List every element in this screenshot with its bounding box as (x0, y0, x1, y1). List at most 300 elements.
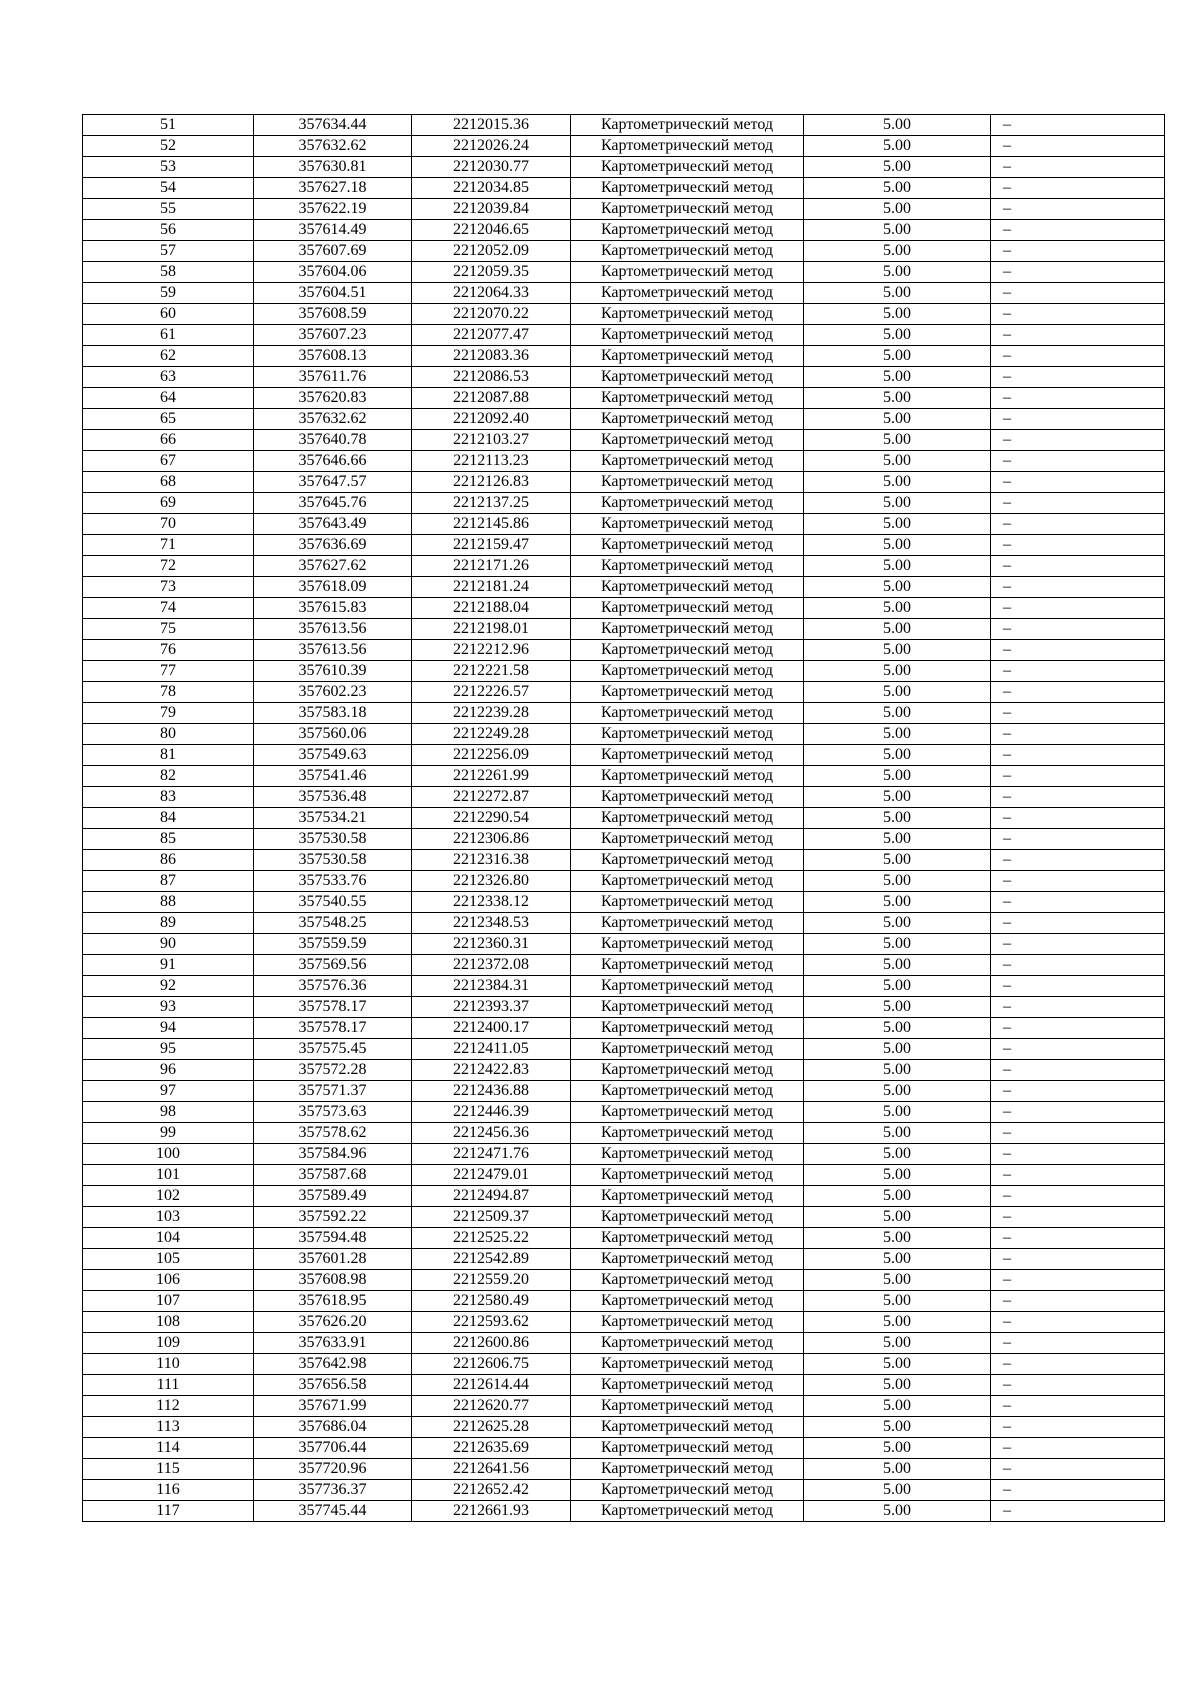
table-row (83, 1480, 1165, 1501)
y-coordinate-cell: 2212456.36 (412, 1123, 571, 1144)
point-number-cell: 98 (83, 1102, 254, 1123)
method-cell: Картометрический метод (571, 1312, 804, 1333)
y-coordinate-cell: 2212661.93 (412, 1501, 571, 1522)
x-coordinate-cell: 357745.44 (254, 1501, 412, 1522)
x-coordinate-cell: 357578.17 (254, 1018, 412, 1039)
accuracy-cell: 5.00 (804, 199, 991, 220)
table-row (83, 1039, 1165, 1060)
y-coordinate-cell: 2212635.69 (412, 1438, 571, 1459)
point-number-cell: 97 (83, 1081, 254, 1102)
point-number-cell: 87 (83, 871, 254, 892)
accuracy-cell: 5.00 (804, 493, 991, 514)
accuracy-cell: 5.00 (804, 472, 991, 493)
method-cell: Картометрический метод (571, 1081, 804, 1102)
x-coordinate-cell: 357632.62 (254, 409, 412, 430)
method-cell: Картометрический метод (571, 913, 804, 934)
y-coordinate-cell: 2212030.77 (412, 157, 571, 178)
point-number-cell: 102 (83, 1186, 254, 1207)
x-coordinate-cell: 357578.62 (254, 1123, 412, 1144)
note-cell: – (991, 976, 1165, 997)
method-cell: Картометрический метод (571, 787, 804, 808)
method-cell: Картометрический метод (571, 766, 804, 787)
table-row (83, 1417, 1165, 1438)
accuracy-cell: 5.00 (804, 346, 991, 367)
x-coordinate-cell: 357706.44 (254, 1438, 412, 1459)
y-coordinate-cell: 2212070.22 (412, 304, 571, 325)
accuracy-cell: 5.00 (804, 388, 991, 409)
x-coordinate-cell: 357736.37 (254, 1480, 412, 1501)
point-number-cell: 69 (83, 493, 254, 514)
y-coordinate-cell: 2212137.25 (412, 493, 571, 514)
y-coordinate-cell: 2212171.26 (412, 556, 571, 577)
x-coordinate-cell: 357572.28 (254, 1060, 412, 1081)
note-cell: – (991, 535, 1165, 556)
note-cell: – (991, 514, 1165, 535)
y-coordinate-cell: 2212471.76 (412, 1144, 571, 1165)
x-coordinate-cell: 357656.58 (254, 1375, 412, 1396)
y-coordinate-cell: 2212113.23 (412, 451, 571, 472)
point-number-cell: 89 (83, 913, 254, 934)
x-coordinate-cell: 357569.56 (254, 955, 412, 976)
y-coordinate-cell: 2212360.31 (412, 934, 571, 955)
x-coordinate-cell: 357541.46 (254, 766, 412, 787)
x-coordinate-cell: 357583.18 (254, 703, 412, 724)
point-number-cell: 75 (83, 619, 254, 640)
method-cell: Картометрический метод (571, 1102, 804, 1123)
x-coordinate-cell: 357630.81 (254, 157, 412, 178)
point-number-cell: 94 (83, 1018, 254, 1039)
x-coordinate-cell: 357627.62 (254, 556, 412, 577)
point-number-cell: 64 (83, 388, 254, 409)
method-cell: Картометрический метод (571, 808, 804, 829)
point-number-cell: 77 (83, 661, 254, 682)
point-number-cell: 80 (83, 724, 254, 745)
table-row (83, 409, 1165, 430)
y-coordinate-cell: 2212064.33 (412, 283, 571, 304)
accuracy-cell: 5.00 (804, 913, 991, 934)
accuracy-cell: 5.00 (804, 871, 991, 892)
table-row (83, 913, 1165, 934)
y-coordinate-cell: 2212083.36 (412, 346, 571, 367)
y-coordinate-cell: 2212422.83 (412, 1060, 571, 1081)
note-cell: – (991, 1102, 1165, 1123)
note-cell: – (991, 136, 1165, 157)
accuracy-cell: 5.00 (804, 661, 991, 682)
method-cell: Картометрический метод (571, 1375, 804, 1396)
y-coordinate-cell: 2212103.27 (412, 430, 571, 451)
accuracy-cell: 5.00 (804, 1375, 991, 1396)
y-coordinate-cell: 2212086.53 (412, 367, 571, 388)
y-coordinate-cell: 2212641.56 (412, 1459, 571, 1480)
accuracy-cell: 5.00 (804, 1123, 991, 1144)
accuracy-cell: 5.00 (804, 1207, 991, 1228)
point-number-cell: 99 (83, 1123, 254, 1144)
note-cell: – (991, 1123, 1165, 1144)
x-coordinate-cell: 357640.78 (254, 430, 412, 451)
x-coordinate-cell: 357645.76 (254, 493, 412, 514)
table-row (83, 724, 1165, 745)
table-row (83, 1459, 1165, 1480)
accuracy-cell: 5.00 (804, 367, 991, 388)
method-cell: Картометрический метод (571, 1249, 804, 1270)
table-row (83, 1312, 1165, 1333)
y-coordinate-cell: 2212087.88 (412, 388, 571, 409)
table-row (83, 1291, 1165, 1312)
accuracy-cell: 5.00 (804, 640, 991, 661)
method-cell: Картометрический метод (571, 934, 804, 955)
y-coordinate-cell: 2212198.01 (412, 619, 571, 640)
y-coordinate-cell: 2212384.31 (412, 976, 571, 997)
point-number-cell: 112 (83, 1396, 254, 1417)
x-coordinate-cell: 357615.83 (254, 598, 412, 619)
x-coordinate-cell: 357549.63 (254, 745, 412, 766)
accuracy-cell: 5.00 (804, 787, 991, 808)
note-cell: – (991, 892, 1165, 913)
table-row (83, 577, 1165, 598)
y-coordinate-cell: 2212436.88 (412, 1081, 571, 1102)
point-number-cell: 66 (83, 430, 254, 451)
y-coordinate-cell: 2212226.57 (412, 682, 571, 703)
note-cell: – (991, 262, 1165, 283)
x-coordinate-cell: 357594.48 (254, 1228, 412, 1249)
note-cell: – (991, 997, 1165, 1018)
method-cell: Картометрический метод (571, 1333, 804, 1354)
method-cell: Картометрический метод (571, 640, 804, 661)
note-cell: – (991, 472, 1165, 493)
y-coordinate-cell: 2212326.80 (412, 871, 571, 892)
y-coordinate-cell: 2212338.12 (412, 892, 571, 913)
point-number-cell: 76 (83, 640, 254, 661)
point-number-cell: 96 (83, 1060, 254, 1081)
table-row (83, 1123, 1165, 1144)
accuracy-cell: 5.00 (804, 1291, 991, 1312)
table-row (83, 430, 1165, 451)
method-cell: Картометрический метод (571, 661, 804, 682)
point-number-cell: 78 (83, 682, 254, 703)
accuracy-cell: 5.00 (804, 1039, 991, 1060)
y-coordinate-cell: 2212239.28 (412, 703, 571, 724)
table-row (83, 1186, 1165, 1207)
method-cell: Картометрический метод (571, 598, 804, 619)
table-row (83, 136, 1165, 157)
method-cell: Картометрический метод (571, 1501, 804, 1522)
note-cell: – (991, 934, 1165, 955)
point-number-cell: 52 (83, 136, 254, 157)
x-coordinate-cell: 357633.91 (254, 1333, 412, 1354)
table-row (83, 997, 1165, 1018)
table-row (83, 220, 1165, 241)
x-coordinate-cell: 357618.09 (254, 577, 412, 598)
table-row (83, 1207, 1165, 1228)
x-coordinate-cell: 357573.63 (254, 1102, 412, 1123)
y-coordinate-cell: 2212290.54 (412, 808, 571, 829)
accuracy-cell: 5.00 (804, 283, 991, 304)
y-coordinate-cell: 2212059.35 (412, 262, 571, 283)
method-cell: Картометрический метод (571, 388, 804, 409)
y-coordinate-cell: 2212221.58 (412, 661, 571, 682)
y-coordinate-cell: 2212652.42 (412, 1480, 571, 1501)
table-row (83, 871, 1165, 892)
y-coordinate-cell: 2212625.28 (412, 1417, 571, 1438)
method-cell: Картометрический метод (571, 1165, 804, 1186)
table-row (83, 1165, 1165, 1186)
note-cell: – (991, 724, 1165, 745)
method-cell: Картометрический метод (571, 178, 804, 199)
accuracy-cell: 5.00 (804, 829, 991, 850)
note-cell: – (991, 346, 1165, 367)
note-cell: – (991, 409, 1165, 430)
table-row (83, 598, 1165, 619)
method-cell: Картометрический метод (571, 262, 804, 283)
point-number-cell: 110 (83, 1354, 254, 1375)
note-cell: – (991, 682, 1165, 703)
table-row (83, 388, 1165, 409)
accuracy-cell: 5.00 (804, 598, 991, 619)
point-number-cell: 82 (83, 766, 254, 787)
table-row (83, 703, 1165, 724)
note-cell: – (991, 955, 1165, 976)
method-cell: Картометрический метод (571, 367, 804, 388)
x-coordinate-cell: 357578.17 (254, 997, 412, 1018)
method-cell: Картометрический метод (571, 1186, 804, 1207)
point-number-cell: 60 (83, 304, 254, 325)
point-number-cell: 53 (83, 157, 254, 178)
point-number-cell: 63 (83, 367, 254, 388)
table-row (83, 1396, 1165, 1417)
y-coordinate-cell: 2212077.47 (412, 325, 571, 346)
x-coordinate-cell: 357622.19 (254, 199, 412, 220)
table-row (83, 892, 1165, 913)
y-coordinate-cell: 2212212.96 (412, 640, 571, 661)
y-coordinate-cell: 2212256.09 (412, 745, 571, 766)
table-row (83, 808, 1165, 829)
note-cell: – (991, 1480, 1165, 1501)
table-row (83, 1354, 1165, 1375)
y-coordinate-cell: 2212046.65 (412, 220, 571, 241)
table-row (83, 115, 1165, 136)
point-number-cell: 62 (83, 346, 254, 367)
note-cell: – (991, 871, 1165, 892)
point-number-cell: 74 (83, 598, 254, 619)
note-cell: – (991, 1144, 1165, 1165)
note-cell: – (991, 1207, 1165, 1228)
table-row (83, 1249, 1165, 1270)
method-cell: Картометрический метод (571, 472, 804, 493)
table-row (83, 325, 1165, 346)
method-cell: Картометрический метод (571, 1060, 804, 1081)
accuracy-cell: 5.00 (804, 1249, 991, 1270)
method-cell: Картометрический метод (571, 451, 804, 472)
point-number-cell: 104 (83, 1228, 254, 1249)
accuracy-cell: 5.00 (804, 955, 991, 976)
accuracy-cell: 5.00 (804, 1144, 991, 1165)
x-coordinate-cell: 357618.95 (254, 1291, 412, 1312)
table-row (83, 682, 1165, 703)
note-cell: – (991, 1291, 1165, 1312)
note-cell: – (991, 1060, 1165, 1081)
y-coordinate-cell: 2212593.62 (412, 1312, 571, 1333)
note-cell: – (991, 115, 1165, 136)
table-row (83, 262, 1165, 283)
point-number-cell: 107 (83, 1291, 254, 1312)
method-cell: Картометрический метод (571, 136, 804, 157)
x-coordinate-cell: 357720.96 (254, 1459, 412, 1480)
accuracy-cell: 5.00 (804, 1438, 991, 1459)
table-row (83, 829, 1165, 850)
table-row (83, 619, 1165, 640)
x-coordinate-cell: 357646.66 (254, 451, 412, 472)
point-number-cell: 100 (83, 1144, 254, 1165)
table-row (83, 178, 1165, 199)
x-coordinate-cell: 357571.37 (254, 1081, 412, 1102)
x-coordinate-cell: 357608.98 (254, 1270, 412, 1291)
accuracy-cell: 5.00 (804, 997, 991, 1018)
accuracy-cell: 5.00 (804, 1354, 991, 1375)
point-number-cell: 68 (83, 472, 254, 493)
method-cell: Картометрический метод (571, 1480, 804, 1501)
x-coordinate-cell: 357592.22 (254, 1207, 412, 1228)
table-row (83, 1333, 1165, 1354)
note-cell: – (991, 493, 1165, 514)
point-number-cell: 57 (83, 241, 254, 262)
note-cell: – (991, 1375, 1165, 1396)
note-cell: – (991, 1354, 1165, 1375)
y-coordinate-cell: 2212039.84 (412, 199, 571, 220)
accuracy-cell: 5.00 (804, 892, 991, 913)
x-coordinate-cell: 357614.49 (254, 220, 412, 241)
point-number-cell: 79 (83, 703, 254, 724)
x-coordinate-cell: 357607.69 (254, 241, 412, 262)
method-cell: Картометрический метод (571, 829, 804, 850)
method-cell: Картометрический метод (571, 325, 804, 346)
x-coordinate-cell: 357686.04 (254, 1417, 412, 1438)
note-cell: – (991, 808, 1165, 829)
note-cell: – (991, 577, 1165, 598)
accuracy-cell: 5.00 (804, 1480, 991, 1501)
accuracy-cell: 5.00 (804, 682, 991, 703)
accuracy-cell: 5.00 (804, 703, 991, 724)
note-cell: – (991, 1459, 1165, 1480)
accuracy-cell: 5.00 (804, 976, 991, 997)
x-coordinate-cell: 357604.51 (254, 283, 412, 304)
x-coordinate-cell: 357626.20 (254, 1312, 412, 1333)
table-row (83, 493, 1165, 514)
point-number-cell: 117 (83, 1501, 254, 1522)
accuracy-cell: 5.00 (804, 1165, 991, 1186)
method-cell: Картометрический метод (571, 955, 804, 976)
point-number-cell: 115 (83, 1459, 254, 1480)
x-coordinate-cell: 357634.44 (254, 115, 412, 136)
table-row (83, 1270, 1165, 1291)
x-coordinate-cell: 357613.56 (254, 640, 412, 661)
table-row (83, 1102, 1165, 1123)
x-coordinate-cell: 357530.58 (254, 829, 412, 850)
y-coordinate-cell: 2212026.24 (412, 136, 571, 157)
note-cell: – (991, 1081, 1165, 1102)
x-coordinate-cell: 357608.13 (254, 346, 412, 367)
table-row (83, 283, 1165, 304)
table-row (83, 787, 1165, 808)
method-cell: Картометрический метод (571, 493, 804, 514)
y-coordinate-cell: 2212092.40 (412, 409, 571, 430)
method-cell: Картометрический метод (571, 724, 804, 745)
accuracy-cell: 5.00 (804, 178, 991, 199)
method-cell: Картометрический метод (571, 220, 804, 241)
note-cell: – (991, 829, 1165, 850)
x-coordinate-cell: 357607.23 (254, 325, 412, 346)
y-coordinate-cell: 2212393.37 (412, 997, 571, 1018)
x-coordinate-cell: 357560.06 (254, 724, 412, 745)
note-cell: – (991, 661, 1165, 682)
note-cell: – (991, 1228, 1165, 1249)
y-coordinate-cell: 2212446.39 (412, 1102, 571, 1123)
method-cell: Картометрический метод (571, 703, 804, 724)
x-coordinate-cell: 357627.18 (254, 178, 412, 199)
point-number-cell: 86 (83, 850, 254, 871)
method-cell: Картометрический метод (571, 556, 804, 577)
point-number-cell: 70 (83, 514, 254, 535)
y-coordinate-cell: 2212542.89 (412, 1249, 571, 1270)
note-cell: – (991, 556, 1165, 577)
note-cell: – (991, 598, 1165, 619)
method-cell: Картометрический метод (571, 1291, 804, 1312)
accuracy-cell: 5.00 (804, 157, 991, 178)
note-cell: – (991, 388, 1165, 409)
x-coordinate-cell: 357608.59 (254, 304, 412, 325)
accuracy-cell: 5.00 (804, 1018, 991, 1039)
accuracy-cell: 5.00 (804, 1186, 991, 1207)
method-cell: Картометрический метод (571, 850, 804, 871)
accuracy-cell: 5.00 (804, 1396, 991, 1417)
method-cell: Картометрический метод (571, 157, 804, 178)
method-cell: Картометрический метод (571, 1354, 804, 1375)
method-cell: Картометрический метод (571, 871, 804, 892)
point-number-cell: 105 (83, 1249, 254, 1270)
method-cell: Картометрический метод (571, 976, 804, 997)
note-cell: – (991, 766, 1165, 787)
point-number-cell: 114 (83, 1438, 254, 1459)
x-coordinate-cell: 357576.36 (254, 976, 412, 997)
note-cell: – (991, 220, 1165, 241)
note-cell: – (991, 325, 1165, 346)
table-row (83, 1438, 1165, 1459)
table-row (83, 1081, 1165, 1102)
table-row (83, 850, 1165, 871)
point-number-cell: 92 (83, 976, 254, 997)
point-number-cell: 93 (83, 997, 254, 1018)
accuracy-cell: 5.00 (804, 409, 991, 430)
note-cell: – (991, 367, 1165, 388)
table-row (83, 640, 1165, 661)
point-number-cell: 65 (83, 409, 254, 430)
accuracy-cell: 5.00 (804, 1060, 991, 1081)
method-cell: Картометрический метод (571, 577, 804, 598)
accuracy-cell: 5.00 (804, 1228, 991, 1249)
x-coordinate-cell: 357642.98 (254, 1354, 412, 1375)
method-cell: Картометрический метод (571, 1018, 804, 1039)
y-coordinate-cell: 2212249.28 (412, 724, 571, 745)
accuracy-cell: 5.00 (804, 934, 991, 955)
y-coordinate-cell: 2212494.87 (412, 1186, 571, 1207)
y-coordinate-cell: 2212348.53 (412, 913, 571, 934)
accuracy-cell: 5.00 (804, 304, 991, 325)
note-cell: – (991, 745, 1165, 766)
point-number-cell: 71 (83, 535, 254, 556)
y-coordinate-cell: 2212159.47 (412, 535, 571, 556)
point-number-cell: 72 (83, 556, 254, 577)
table-row (83, 1144, 1165, 1165)
table-row (83, 1060, 1165, 1081)
